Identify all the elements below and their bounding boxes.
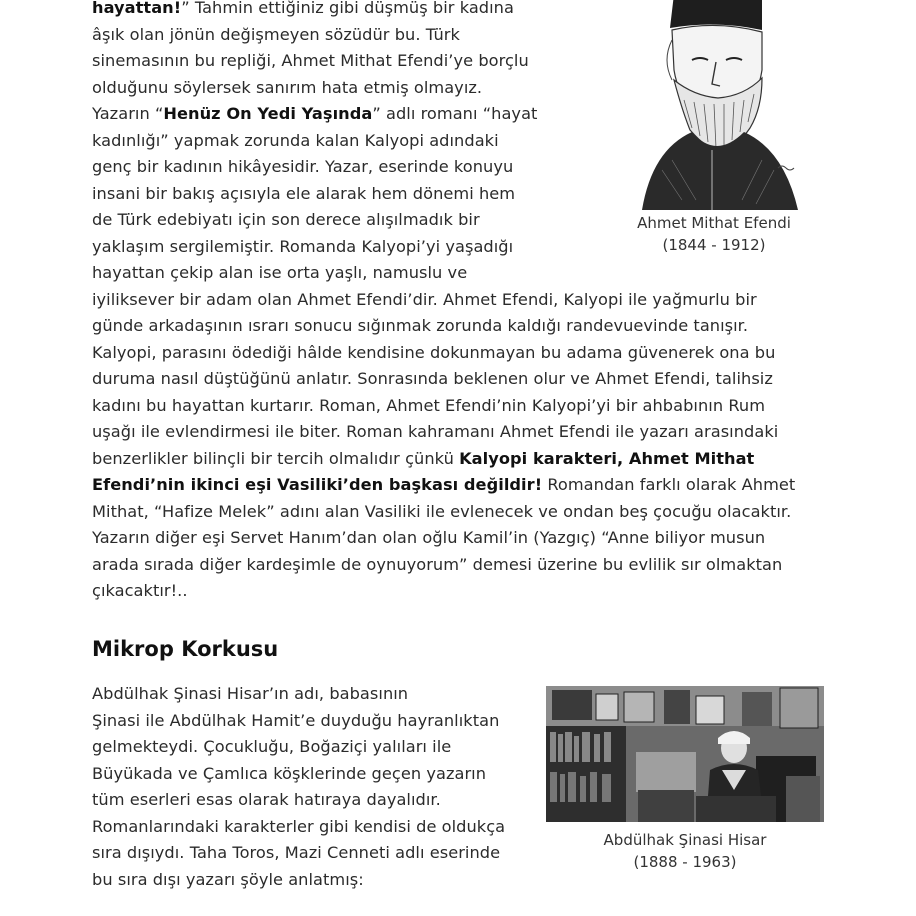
- section-line: gelmekteydi. Çocukluğu, Boğaziçi yalıları ile: [92, 737, 452, 756]
- bold-text: Kalyopi karakteri, Ahmet Mithat: [459, 448, 755, 468]
- intro-wide-line: [92, 502, 791, 521]
- portrait-caption-name: Ahmet Mithat Efendi: [637, 214, 791, 232]
- intro-narrow-line: [92, 104, 537, 123]
- text-run: kadınlığı” yapmak zorunda kalan Kalyopi adındaki: [92, 130, 499, 150]
- intro-narrow-line: [92, 210, 480, 229]
- section-line: Şinasi ile Abdülhak Hamit’e duyduğu hayranlıktan: [92, 710, 500, 730]
- intro-wide-line: [92, 528, 765, 547]
- text-run: Mithat, “Hafize Melek” adını alan Vasiliki ile evlenecek ve ondan beş çocuğu olacaktır.: [92, 501, 792, 521]
- bold-text: Henüz On Yedi Yaşında: [163, 104, 373, 123]
- text-run: uşağı ile evlendirmesi ile biter. Roman kahramanı Ahmet Efendi ile yazarı arasındaki: [92, 422, 779, 441]
- intro-wide-line: [92, 555, 782, 574]
- intro-narrow-line: [92, 51, 529, 70]
- intro-wide-line: [92, 475, 795, 494]
- text-run: sinemasının bu repliği, Ahmet Mithat Efendi’ye borçlu: [92, 51, 529, 70]
- section-line: Abdülhak Şinasi Hisar’ın adı, babasının: [92, 684, 409, 703]
- intro-wide-line: [92, 369, 773, 388]
- intro-wide-line: [92, 290, 757, 309]
- intro-wide-line: [92, 422, 778, 441]
- ahmet-mithat-portrait: [612, 0, 812, 210]
- intro-narrow-line: [92, 25, 460, 44]
- intro-narrow-line: [92, 131, 499, 150]
- intro-wide-lines: [92, 287, 812, 605]
- section-paragraph: [92, 681, 532, 893]
- portrait-engraving: [612, 0, 812, 210]
- intro-wide-line: [92, 581, 188, 600]
- section-line: Büyükada ve Çamlıca köşklerinde geçen yazarın: [92, 763, 487, 783]
- text-run: âşık olan jönün değişmeyen sözüdür bu. Türk: [92, 24, 460, 44]
- intro-narrow-line: [92, 78, 482, 97]
- section-title-mikrop-korkusu: Mikrop Korkusu: [92, 637, 279, 661]
- text-run: benzerlikler bilinçli bir tercih olmalıdır çünkü: [92, 448, 460, 468]
- section-line: tüm eserleri esas olarak hatıraya dayalıdır.: [92, 790, 441, 809]
- page-bottom-fade: [0, 900, 916, 916]
- intro-narrow-line: [92, 237, 513, 256]
- intro-narrow-line: [92, 157, 513, 176]
- text-run: genç bir kadının hikâyesidir. Yazar, eserinde konuyu: [92, 157, 514, 176]
- abdulhak-sinasi-hisar-photo: [546, 686, 824, 822]
- text-run: ” adlı romanı “hayat: [372, 104, 538, 123]
- text-run: kadını bu hayattan kurtarır. Roman, Ahmet Efendi’nin Kalyopi’yi bir ahbabının Rum: [92, 395, 766, 415]
- text-run: insani bir bakış açısıyla ele alarak hem dönemi hem: [92, 183, 516, 203]
- text-run: günde arkadaşının ısrarı sonucu sığınmak zorunda kaldığı randevuevinde tanışır.: [92, 316, 749, 335]
- text-run: de Türk edebiyatı için son derece alışılmadık bir: [92, 210, 480, 229]
- intro-wide-line: [92, 396, 765, 415]
- intro-narrow-line: [92, 0, 514, 17]
- text-run: hayattan çekip alan ise orta yaşlı, namuslu ve: [92, 263, 468, 282]
- photo-caption-years: (1888 - 1963): [633, 853, 737, 871]
- study-photograph: [546, 686, 824, 822]
- text-run: arada sırada diğer kardeşimle de oynuyorum” demesi üzerine bu evlilik sır olmaktan: [92, 554, 783, 574]
- photo-caption: [546, 829, 824, 873]
- text-run: olduğunu söylersek sanırım hata etmiş olmayız.: [92, 77, 483, 97]
- intro-narrow-line: [92, 263, 467, 282]
- text-run: duruma nasıl düştüğünü anlatır. Sonrasında beklenen olur ve Ahmet Efendi, talihsiz: [92, 369, 773, 388]
- section-line: sıra dışıydı. Taha Toros, Mazi Cenneti adlı eserinde: [92, 843, 501, 862]
- section-line: bu sıra dışı yazarı şöyle anlatmış:: [92, 869, 364, 889]
- section-line: Romanlarındaki karakterler gibi kendisi de oldukça: [92, 816, 506, 836]
- text-run: çıkacaktır!..: [92, 581, 188, 600]
- bold-text: Efendi’nin ikinci eşi Vasiliki’den başkası değildir!: [92, 475, 543, 494]
- bold-text: hayattan!: [92, 0, 182, 17]
- intro-wide-line: [92, 449, 754, 468]
- photo-caption-name: Abdülhak Şinasi Hisar: [603, 831, 767, 849]
- portrait-caption-years: (1844 - 1912): [662, 236, 766, 254]
- intro-wide-line: [92, 316, 748, 335]
- text-run: iyiliksever bir adam olan Ahmet Efendi’dir. Ahmet Efendi, Kalyopi ile yağmurlu bir: [92, 289, 757, 309]
- text-run: Yazarın “: [92, 104, 164, 123]
- text-run: Kalyopi, parasını ödediği hâlde kendisine dokunmayan bu adama güvenerek ona bu: [92, 342, 776, 362]
- text-run: ” Tahmin ettiğiniz gibi düşmüş bir kadına: [181, 0, 514, 17]
- text-run: yaklaşım sergilemiştir. Romanda Kalyopi’yi yaşadığı: [92, 236, 514, 256]
- intro-wide-line: [92, 343, 775, 362]
- intro-narrow-line: [92, 184, 515, 203]
- section-lines: [92, 681, 532, 893]
- portrait-caption: [612, 212, 816, 256]
- text-run: Romandan farklı olarak Ahmet: [542, 475, 796, 494]
- text-run: Yazarın diğer eşi Servet Hanım’dan olan oğlu Kamil’in (Yazgıç) “Anne biliyor musun: [92, 528, 766, 547]
